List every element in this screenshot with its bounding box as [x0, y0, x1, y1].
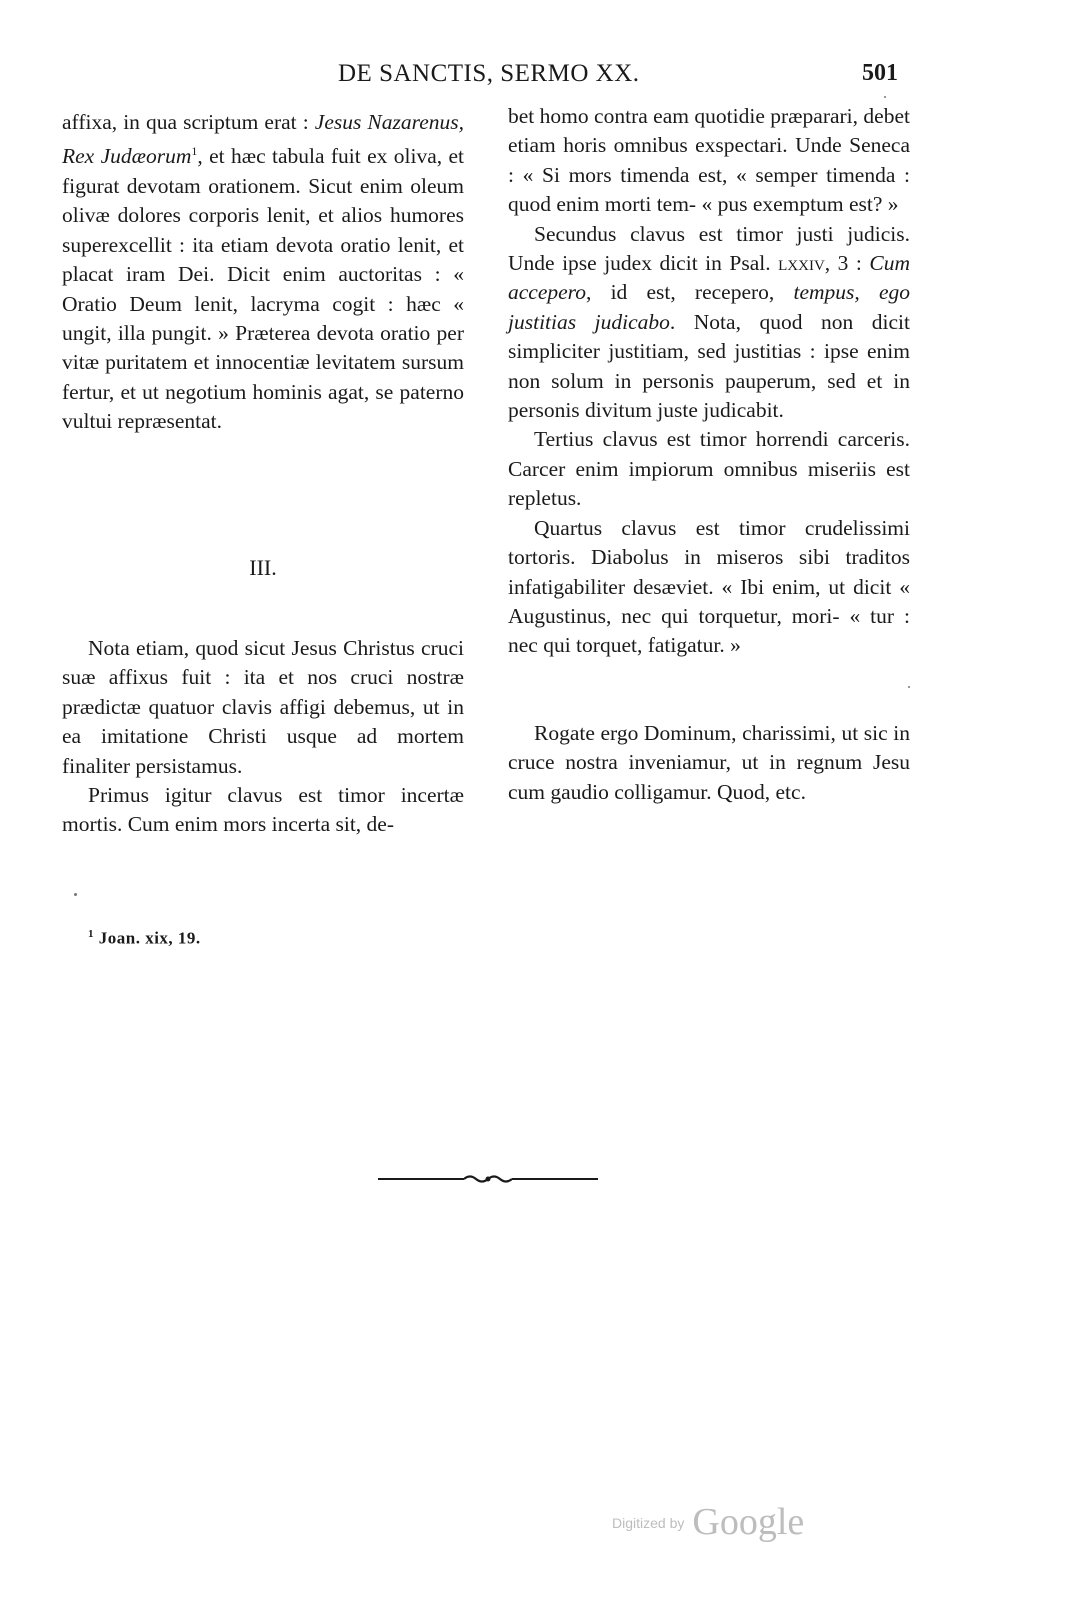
- paragraph-nota: Nota etiam, quod sicut Jesus Christus cruci suæ affixus fuit : ita et nos cruci nostræ prædictæ quatuor clavis affigi debemus, ut in ea imitatione Christi usque ad mortem finaliter persistamus.: [62, 636, 464, 778]
- section-number: III.: [249, 555, 277, 580]
- text-run: Secundus clavus est timor justi judicis. Unde ipse judex dicit in Psal.: [508, 221, 910, 276]
- digitized-watermark: [612, 1500, 805, 1543]
- paper-speck: [884, 96, 886, 98]
- left-column-bottom: [62, 634, 464, 840]
- right-column-top: [508, 102, 910, 661]
- footnote-ref: 1: [191, 144, 198, 159]
- italic-quote: tempus, ego justitias judicabo: [508, 280, 910, 334]
- paper-speck: [908, 686, 910, 688]
- italic-quote: Cum accepero: [508, 251, 910, 305]
- decorative-rule-icon: [378, 1170, 598, 1186]
- text-run: , 3 :: [824, 251, 870, 276]
- text-run: , et hæc tabula fuit ex oliva, et figurat devotam orationem. Sicut enim oleum olivæ dolores corporis lenit, et alios humores superexcellit : ita etiam devota oratio lenit, et placat iram Dei. Dicit enim auctoritas : « Oratio Deum lenit, lacryma cogit : hæc « ungit, illa pungit. » Præterea devota oratio per vitæ puritatem et innocentiæ levitatem sursum fertur, et ut negotium hominis agat, se paterno vultui repræsentat.: [62, 144, 464, 434]
- page-number: 501: [862, 60, 898, 86]
- psalm-number: lxxiv: [778, 251, 825, 276]
- paragraph-secundus: [508, 220, 910, 426]
- watermark-brand: Google: [692, 1501, 805, 1543]
- paragraph-tertius: Tertius clavus est timor horrendi carceris. Carcer enim impiorum omnibus miseriis est repletus.: [508, 427, 910, 511]
- left-column-top: [62, 108, 464, 437]
- footnote-marker: 1: [88, 928, 94, 940]
- footnote-text: Joan. xix, 19.: [98, 928, 201, 948]
- text-run: , id est, recepero,: [586, 280, 794, 305]
- paragraph-bet-homo: bet homo contra eam quotidie præparari, debet etiam horis omnibus exspectari. Unde Seneca : « Si mors timenda est, « semper timenda : quod enim morti tem- « pus exemptum est? »: [508, 104, 910, 217]
- running-head: DE SANCTIS, SERMO XX.: [338, 60, 640, 87]
- paragraph-rogate: Rogate ergo Dominum, charissimi, ut sic in cruce nostra inveniamur, ut in regnum Jesu cum gaudio colligamur. Quod, etc.: [508, 721, 910, 804]
- text-run: . Nota, quod non dicit simpliciter justitiam, sed justitias : ipse enim non solum in personis pauperum, sed et in personis divitum juste judicabit.: [508, 309, 910, 423]
- paragraph-affixa: [62, 108, 464, 437]
- ornament-knot-icon: [464, 1174, 512, 1184]
- running-header: [0, 56, 1075, 96]
- text-run: affixa, in qua scriptum erat :: [62, 110, 315, 134]
- italic-quote: Jesus Nazarenus, Rex Judæorum: [62, 110, 464, 169]
- watermark-prefix: Digitized by: [612, 1515, 685, 1531]
- footnote: [88, 928, 201, 949]
- paper-speck: [74, 893, 77, 896]
- right-column-bottom: [508, 719, 910, 807]
- paragraph-quartus: Quartus clavus est timor crudelissimi tortoris. Diabolus in miseros sibi traditos infatigabiliter desæviet. « Ibi enim, ut dicit « Augustinus, nec qui torquetur, mori- « tur : nec qui torquet, fatigatur. »: [508, 515, 910, 658]
- paragraph-primus: Primus igitur clavus est timor incertæ mortis. Cum enim mors incerta sit, de-: [62, 783, 464, 837]
